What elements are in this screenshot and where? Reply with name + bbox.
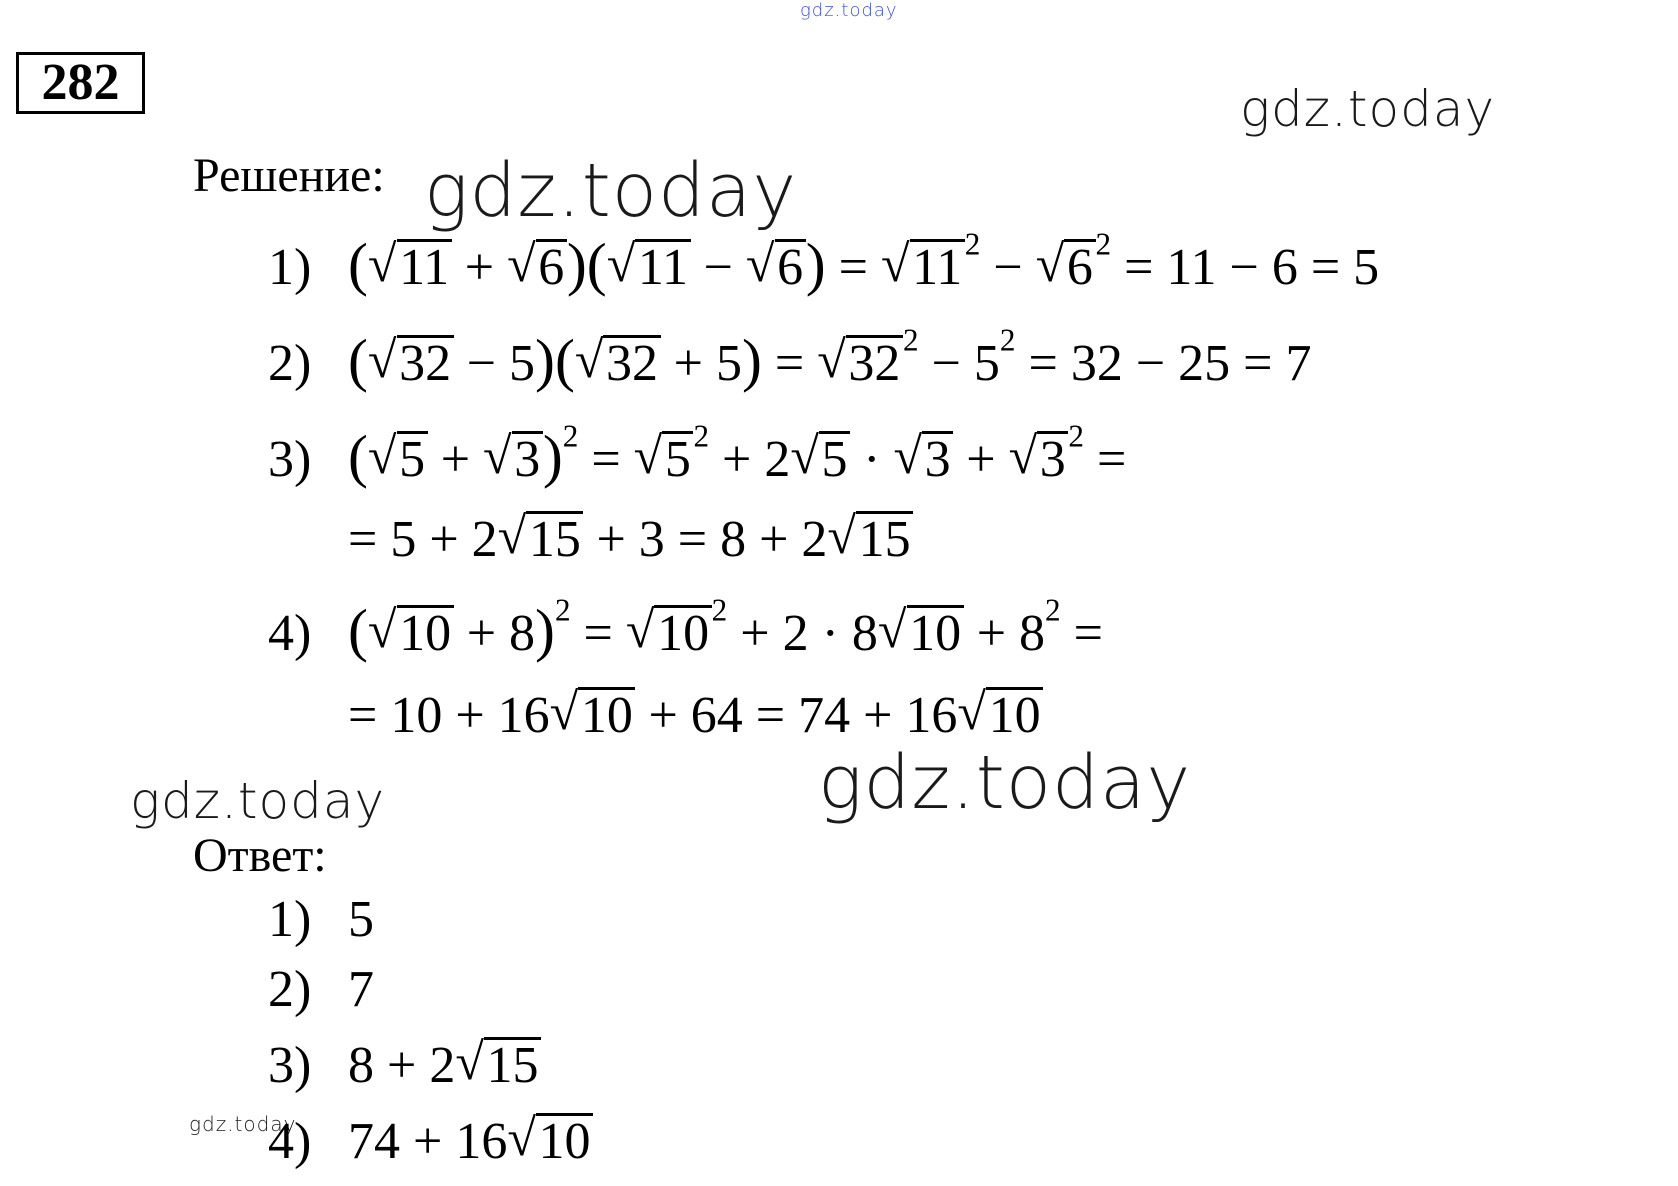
formula-4: (√ 10 + 8)$^2$ = √ $10^2 + 2 \cdot 8√$ $10 + 8^2$ = xyxy=(348,600,1103,664)
solution-step-3 xyxy=(268,418,1127,490)
solution-heading: Решение: xyxy=(193,149,385,202)
step-number: 2) xyxy=(268,335,312,392)
answer-3 xyxy=(268,1036,541,1096)
answer-value: 74 + 16√ 10 xyxy=(348,1112,593,1172)
watermark-left: gdz.today xyxy=(130,772,386,830)
problem-number-badge: 282 xyxy=(16,52,145,114)
formula-4-cont: = 10 + 16√ 10 + 64 = 74 + 16√ 10 xyxy=(348,686,1043,746)
answer-1 xyxy=(268,890,374,950)
answer-number: 2) xyxy=(268,961,312,1018)
answer-value: 7 xyxy=(348,961,374,1018)
answer-number: 3) xyxy=(268,1037,312,1094)
formula-3: (√ 5 + √ 3)$^2$ = √ $5^2 + 2√$ 5 · √ 3 + √ $3^2$ = xyxy=(348,426,1126,490)
answer-4 xyxy=(268,1112,593,1172)
answer-value: 5 xyxy=(348,891,374,948)
answer-number: 1) xyxy=(268,891,312,948)
solution-step-4-cont xyxy=(348,686,1043,746)
watermark-middle: gdz.today xyxy=(818,740,1192,826)
step-number: 3) xyxy=(268,431,312,488)
formula-2: (√ 32 − 5)(√ 32 + 5) = √ $32^2 - 5^2 = 32 - 25 = 7$ xyxy=(348,330,1312,394)
solution-step-2 xyxy=(268,322,1312,394)
solution-step-1 xyxy=(268,226,1380,298)
watermark-top: gdz.today xyxy=(800,0,898,21)
watermark-small: gdz.today xyxy=(189,1112,297,1136)
step-number: 4) xyxy=(268,605,312,662)
watermark-right: gdz.today xyxy=(1240,80,1496,138)
answer-number: 4) xyxy=(268,1113,312,1170)
step-number: 1) xyxy=(268,239,312,296)
answer-value: 8 + 2√ 15 xyxy=(348,1036,541,1096)
solution-step-3-cont xyxy=(348,510,913,570)
answer-2 xyxy=(268,960,374,1020)
solution-step-4 xyxy=(268,592,1103,664)
formula-1: (√ 11 + √ 6)(√ 11 − √ 6) = √ $11^2$ − √ $6^2 = 11 - 6 = 5$ xyxy=(348,234,1379,298)
formula-3-cont: = 5 + 2√ 15 + 3 = 8 + 2√ 15 xyxy=(348,510,913,570)
answer-heading: Ответ: xyxy=(193,829,327,882)
watermark-solution: gdz.today xyxy=(424,148,798,234)
